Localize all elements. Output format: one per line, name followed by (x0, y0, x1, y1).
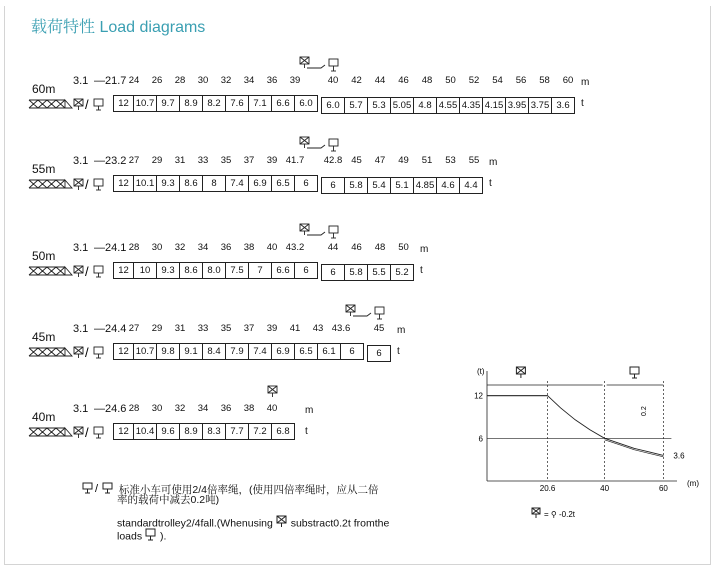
load-cell: 4.85 (414, 177, 437, 194)
radius-header-b-0-6: 52 (468, 75, 480, 86)
two-fall-hook-icon (630, 367, 639, 378)
legend-formula: = ⚲ -0.2t (544, 510, 575, 519)
radius-header-b-0-9: 58 (539, 75, 550, 86)
radius-header-a-2-7: 43.2 (285, 242, 305, 253)
radius-header-a-3-3: 33 (197, 323, 209, 334)
load-curve-line (487, 396, 663, 456)
fall-switch-icon-1 (299, 136, 341, 159)
load-cell: 7.5 (226, 262, 249, 279)
radius-header-a-0-3: 30 (197, 75, 209, 86)
radius-header-b-0-1: 42 (351, 75, 362, 86)
load-cell: 3.6 (552, 97, 575, 114)
note-en-line2b: ). (159, 530, 167, 543)
load-cell: 5.5 (368, 264, 391, 281)
radius-header-a-0-2: 28 (174, 75, 186, 86)
radius-header-b-1-6: 55 (468, 155, 480, 166)
radius-header-b-1-2: 47 (374, 155, 386, 166)
unit-m-0: m (581, 77, 590, 88)
end-load-label: 3.6 (673, 451, 685, 461)
load-cell: 7.1 (249, 95, 272, 112)
load-cell: 6.8 (272, 423, 295, 440)
radius-header-a-2-3: 34 (197, 242, 209, 253)
radius-header-a-3-6: 39 (266, 323, 278, 334)
radius-header-a-0-5: 34 (243, 75, 255, 86)
load-cell: 9.6 (157, 423, 180, 440)
unit-m-1: m (489, 157, 498, 168)
note-en-line1a: standardtrolley2/4fall.(Whenusing (117, 517, 273, 530)
x-axis-label: (m) (687, 479, 699, 488)
radius-header-b-1-4: 51 (421, 155, 433, 166)
radius-header-a-4-3: 34 (197, 403, 209, 414)
load-cell: 7.2 (249, 423, 272, 440)
load-table-a-4 (113, 423, 295, 440)
radius-header-a-2-0: 28 (128, 242, 140, 253)
dash-radius-0: —21.7 (94, 75, 127, 87)
load-table-b-3 (367, 345, 391, 362)
hook-icons-1 (28, 176, 112, 197)
load-cell: 5.8 (345, 177, 368, 194)
fall-switch-icon-3 (345, 304, 387, 327)
boom-length-4: 40m (32, 410, 56, 424)
radius-header-a-3-5: 37 (243, 323, 255, 334)
dash-radius-1: —23.2 (94, 155, 127, 167)
y-axis-label: (t) (477, 367, 485, 376)
radius-header-a-2-6: 40 (266, 242, 278, 253)
load-cell: 10.7 (134, 95, 157, 112)
load-cell: 7.9 (226, 343, 249, 360)
unit-t-0: t (581, 98, 584, 109)
load-cell: 4.55 (437, 97, 460, 114)
load-curve-chart (460, 360, 710, 530)
radius-header-a-4-5: 38 (243, 403, 255, 414)
svg-text:/: / (85, 264, 89, 279)
y-tick-label: 12 (474, 391, 483, 401)
radius-header-a-1-4: 35 (220, 155, 232, 166)
load-cell: 6.0 (321, 97, 345, 114)
load-cell: 6.9 (272, 343, 295, 360)
svg-text:/: / (85, 345, 89, 360)
radius-header-b-0-0: 40 (327, 75, 339, 86)
note-en-line1b: substract0.2t fromthe (290, 517, 390, 530)
load-cell: 9.7 (157, 95, 180, 112)
radius-header-b-0-8: 56 (515, 75, 527, 86)
load-cell: 6 (295, 175, 318, 192)
load-cell: 8.6 (180, 262, 203, 279)
load-cell: 6 (367, 345, 391, 362)
load-table-a-2 (113, 262, 318, 279)
radius-header-a-4-6: 40 (266, 403, 278, 414)
load-cell: 8.3 (203, 423, 226, 440)
four-fall-icon-4 (267, 385, 279, 404)
unit-m-3: m (397, 325, 406, 336)
unit-t-1: t (489, 178, 492, 189)
dash-radius-3: —24.4 (94, 323, 127, 335)
first-radius-2: 3.1 (73, 242, 89, 254)
radius-header-b-0-3: 46 (398, 75, 409, 86)
unit-t-3: t (397, 346, 400, 357)
load-cell: 5.2 (391, 264, 414, 281)
load-cell: 7 (249, 262, 272, 279)
hook-icons-4 (28, 424, 112, 445)
load-cell: 8.6 (180, 175, 203, 192)
offset-label: 0.2 (640, 406, 648, 416)
note-cn-line2: 率的载荷中减去0.2吨) (117, 494, 220, 506)
radius-header-a-4-1: 30 (151, 403, 163, 414)
load-cell: 5.8 (345, 264, 368, 281)
radius-header-a-0-1: 26 (151, 75, 163, 86)
four-fall-hook-icon (516, 367, 525, 378)
load-cell: 6.1 (318, 343, 341, 360)
radius-header-b-1-1: 45 (351, 155, 362, 166)
first-radius-4: 3.1 (73, 403, 89, 415)
radius-header-a-1-6: 39 (266, 155, 278, 166)
fall-switch-icon-0 (299, 56, 341, 79)
load-table-b-1 (321, 177, 483, 194)
first-radius-0: 3.1 (73, 75, 89, 87)
load-cell: 8.0 (203, 262, 226, 279)
x-tick-label: 60 (658, 484, 668, 493)
load-cell: 7.4 (226, 175, 249, 192)
radius-header-a-4-0: 28 (128, 403, 140, 414)
radius-header-a-4-2: 32 (174, 403, 186, 414)
radius-header-b-0-4: 48 (421, 75, 433, 86)
hook-icons-2 (28, 263, 112, 284)
radius-header-a-3-7: 41 (289, 323, 301, 334)
load-cell: 6.5 (272, 175, 295, 192)
load-cell: 10.4 (134, 423, 157, 440)
radius-header-a-2-2: 32 (174, 242, 186, 253)
radius-header-a-1-1: 29 (151, 155, 163, 166)
load-cell: 7.6 (226, 95, 249, 112)
boom-length-1: 55m (32, 162, 56, 176)
load-cell: 5.7 (345, 97, 368, 114)
load-cell: 7.4 (249, 343, 272, 360)
svg-text:/: / (85, 97, 89, 112)
radius-header-a-1-0: 27 (128, 155, 140, 166)
load-cell: 8 (203, 175, 226, 192)
load-cell: 8.4 (203, 343, 226, 360)
radius-header-b-1-3: 49 (398, 155, 409, 166)
load-cell: 12 (113, 95, 134, 112)
dash-radius-2: —24.1 (94, 242, 127, 254)
load-cell: 6 (321, 177, 345, 194)
load-table-a-1 (113, 175, 318, 192)
radius-header-a-1-3: 33 (197, 155, 209, 166)
load-cell: 6.6 (272, 262, 295, 279)
note-cn-line1: 标准小车可使用2/4倍率绳，(使用四倍率绳时，应从二倍 (118, 483, 379, 496)
load-cell: 5.4 (368, 177, 391, 194)
load-cell: 4.6 (437, 177, 460, 194)
load-table-b-2 (321, 264, 414, 281)
load-cell: 10.7 (134, 343, 157, 360)
load-cell: 10.1 (134, 175, 157, 192)
radius-header-b-3-0: 45 (373, 323, 385, 334)
load-cell: 8.2 (203, 95, 226, 112)
load-cell: 4.15 (483, 97, 506, 114)
note-en-2 (117, 528, 166, 545)
radius-header-a-3-1: 29 (151, 323, 163, 334)
radius-header-a-3-4: 35 (220, 323, 232, 334)
y-tick-label: 6 (478, 434, 483, 444)
load-cell: 6 (321, 264, 345, 281)
radius-header-a-0-4: 32 (220, 75, 232, 86)
load-cell: 4.8 (414, 97, 437, 114)
load-cell: 9.1 (180, 343, 203, 360)
load-cell: 12 (113, 423, 134, 440)
load-cell: 4.4 (460, 177, 483, 194)
unit-m-2: m (420, 244, 429, 255)
hook-icons-3 (28, 344, 112, 365)
svg-text:/: / (85, 425, 89, 440)
radius-header-a-3-8: 43 (312, 323, 324, 334)
radius-header-b-0-7: 54 (492, 75, 503, 86)
load-cell: 9.8 (157, 343, 180, 360)
load-cell: 12 (113, 175, 134, 192)
load-cell: 7.7 (226, 423, 249, 440)
load-cell: 6.5 (295, 343, 318, 360)
radius-header-a-1-2: 31 (174, 155, 186, 166)
note-en-line2a: loads (117, 530, 143, 543)
load-cell: 5.05 (391, 97, 414, 114)
load-cell: 6 (295, 262, 318, 279)
radius-header-b-1-5: 53 (445, 155, 456, 166)
chart-legend (532, 508, 540, 518)
load-cell: 5.1 (391, 177, 414, 194)
load-cell: 6.9 (249, 175, 272, 192)
page-title: 载荷特性 Load diagrams (31, 19, 206, 36)
radius-header-b-0-2: 44 (374, 75, 386, 86)
first-radius-1: 3.1 (73, 155, 89, 167)
x-tick-label: 40 (600, 484, 610, 493)
svg-text:/: / (95, 483, 99, 495)
radius-header-a-3-0: 27 (128, 323, 140, 334)
load-cell: 12 (113, 343, 134, 360)
radius-header-a-0-6: 36 (266, 75, 278, 86)
load-cell: 3.75 (529, 97, 552, 114)
radius-header-a-1-5: 37 (243, 155, 255, 166)
load-cell: 8.9 (180, 423, 203, 440)
load-cell: 4.35 (460, 97, 483, 114)
first-radius-3: 3.1 (73, 323, 89, 335)
unit-t-4: t (305, 426, 308, 437)
load-table-b-0 (321, 97, 575, 114)
load-table-a-3 (113, 343, 364, 360)
x-tick-label: 20.6 (539, 484, 556, 493)
two-fall-hook-icon (145, 528, 157, 545)
radius-header-a-0-0: 24 (128, 75, 140, 86)
load-cell: 8.9 (180, 95, 203, 112)
radius-header-a-2-1: 30 (151, 242, 163, 253)
radius-header-b-2-1: 46 (351, 242, 362, 253)
boom-length-3: 45m (32, 330, 56, 344)
boom-length-0: 60m (32, 82, 56, 96)
svg-text:/: / (85, 177, 89, 192)
load-cell: 6 (341, 343, 364, 360)
load-cell: 3.95 (506, 97, 529, 114)
unit-t-2: t (420, 265, 423, 276)
radius-header-b-2-3: 50 (398, 242, 409, 253)
radius-header-a-3-9: 43.6 (331, 323, 351, 334)
load-cell: 9.3 (157, 262, 180, 279)
load-cell: 5.3 (368, 97, 391, 114)
load-cell: 10 (134, 262, 157, 279)
load-table-a-0 (113, 95, 318, 112)
load-cell: 6.0 (295, 95, 318, 112)
radius-header-a-2-4: 36 (220, 242, 232, 253)
radius-header-a-0-7: 39 (289, 75, 301, 86)
radius-header-b-1-0: 42.8 (323, 155, 343, 166)
radius-header-b-2-0: 44 (327, 242, 339, 253)
radius-header-a-2-5: 38 (243, 242, 255, 253)
four-fall-hook-icon (276, 515, 288, 532)
unit-m-4: m (305, 405, 314, 416)
radius-header-b-0-5: 50 (445, 75, 456, 86)
load-cell: 12 (113, 262, 134, 279)
load-cell: 6.6 (272, 95, 295, 112)
hook-icons-0 (28, 96, 112, 117)
dash-radius-4: —24.6 (94, 403, 127, 415)
hook-pair-icon (82, 481, 116, 499)
radius-header-a-4-4: 36 (220, 403, 232, 414)
boom-length-2: 50m (32, 249, 56, 263)
load-cell: 9.3 (157, 175, 180, 192)
radius-header-a-1-7: 41.7 (285, 155, 305, 166)
radius-header-b-2-2: 48 (374, 242, 386, 253)
radius-header-b-0-10: 60 (562, 75, 574, 86)
radius-header-a-3-2: 31 (174, 323, 186, 334)
fall-switch-icon-2 (299, 223, 341, 246)
